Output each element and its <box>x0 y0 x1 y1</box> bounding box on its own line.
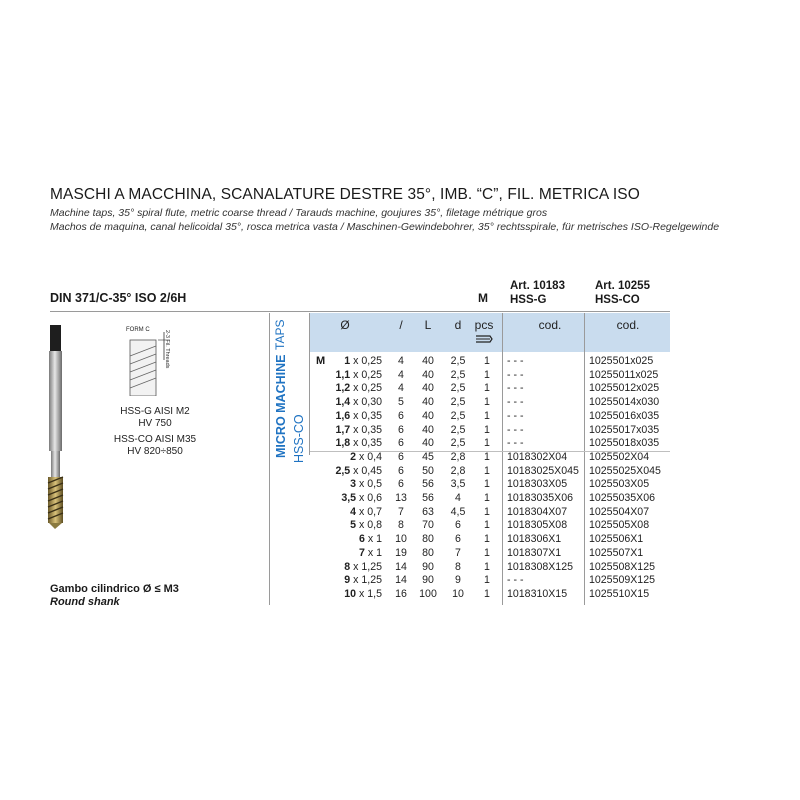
cell-d: 2,8 <box>450 464 466 477</box>
cell-size <box>310 437 382 451</box>
cell-slash: 13 <box>395 492 407 504</box>
cell-pcs: 1 <box>484 355 490 367</box>
table-row <box>310 437 670 451</box>
cell-pitch: x 0,35 <box>353 409 382 422</box>
art2-material: HSS-CO <box>595 294 640 306</box>
table-row <box>310 478 670 492</box>
cell-d: 4 <box>455 492 461 504</box>
cell-pcs: 1 <box>484 492 490 504</box>
shank-line-it: Gambo cilindrico Ø ≤ M3 <box>50 583 179 595</box>
cell-pcs: 1 <box>484 533 490 546</box>
cell-pcs: 1 <box>484 519 490 532</box>
hss-co-label: HSS-CO <box>292 414 306 463</box>
cell-a1: - - - <box>507 574 524 587</box>
table-row <box>310 410 670 424</box>
cell-slash: 6 <box>398 437 404 450</box>
cell-a1: - - - <box>507 423 524 436</box>
cell-diameter: 5 <box>350 519 357 532</box>
cell-diameter: 9 <box>344 574 351 587</box>
cell-l: 40 <box>422 396 434 409</box>
cell-a2: 10255014x030 <box>589 396 660 409</box>
drawing-separator <box>269 313 270 605</box>
cell-slash: 6 <box>398 450 404 463</box>
cell-pitch: x 1,25 <box>353 574 382 587</box>
col-pcs: pcs <box>474 318 494 332</box>
hss-g-spec: HSS-G AISI M2 <box>120 406 190 417</box>
threads-note: 2-3 Fil. Threads <box>164 330 170 369</box>
cell-pcs: 1 <box>484 546 490 559</box>
cell-a2: 10255016x035 <box>589 409 660 422</box>
cell-pitch: x 1,5 <box>359 587 382 600</box>
cell-d: 2,5 <box>450 409 466 422</box>
top-rule <box>50 311 670 312</box>
table-row <box>310 506 670 520</box>
cell-size <box>310 519 382 533</box>
cell-size <box>310 588 382 602</box>
cell-a1: 1018305X08 <box>507 519 568 532</box>
shank-note <box>50 583 179 608</box>
cell-d: 4,5 <box>450 505 466 518</box>
cell-d: 2,5 <box>450 423 466 436</box>
cell-pcs: 1 <box>484 560 490 573</box>
page-title: MASCHI A MACCHINA, SCANALATURE DESTRE 35°, IMB. “C”, FIL. METRICA ISO <box>50 186 640 203</box>
cell-a2: 10255012x025 <box>589 382 660 395</box>
hss-g-hardness: HV 750 <box>138 418 172 429</box>
cell-diameter: 3,5 <box>341 492 357 504</box>
cell-d: 2,5 <box>450 382 466 395</box>
cell-pcs: 1 <box>484 437 490 450</box>
cell-size <box>310 382 382 396</box>
cell-a1: 1018310X15 <box>507 587 568 600</box>
cell-l: 70 <box>422 519 434 532</box>
cell-a1: 1018303X05 <box>507 478 568 491</box>
col-dia: Ø <box>340 318 350 332</box>
table-row <box>310 547 670 561</box>
micro-machine-label: MICRO MACHINE <box>274 354 288 458</box>
cell-slash: 6 <box>398 423 404 436</box>
cell-pitch: x 0,35 <box>353 437 382 450</box>
art2-number: Art. 10255 <box>595 280 650 292</box>
standard-label: DIN 371/C-35° ISO 2/6H <box>50 291 187 305</box>
cell-slash: 6 <box>398 409 404 422</box>
cell-a2: 1025502X04 <box>589 450 650 463</box>
cell-a1: 1018307X1 <box>507 546 562 559</box>
cell-size <box>310 465 382 479</box>
table-row <box>310 533 670 547</box>
cell-slash: 6 <box>398 478 404 491</box>
cell-a2: 1025509X125 <box>589 574 655 587</box>
cell-pcs: 1 <box>484 368 490 381</box>
cell-diameter: 8 <box>344 560 351 573</box>
cell-size <box>310 561 382 575</box>
cell-size <box>310 547 382 561</box>
table-row <box>310 574 670 588</box>
cell-d: 2,8 <box>450 450 466 463</box>
cell-d: 6 <box>455 519 461 532</box>
cell-d: 7 <box>455 546 461 559</box>
cell-diameter: 1,8 <box>335 437 351 450</box>
cell-a2: 10255011x025 <box>589 368 659 381</box>
table-row <box>310 355 670 369</box>
hss-co-material <box>98 434 212 458</box>
cell-d: 3,5 <box>450 478 466 491</box>
cell-diameter: 6 <box>359 533 365 546</box>
cell-a2: 1025505X08 <box>589 519 650 532</box>
cell-pitch: x 0,25 <box>353 382 382 395</box>
cell-l: 56 <box>422 492 434 504</box>
cell-diameter: 1,7 <box>335 423 351 436</box>
cell-d: 6 <box>455 533 461 546</box>
form-c-diagram <box>118 326 188 396</box>
cell-pitch: x 0,25 <box>353 368 382 381</box>
cell-pitch: x 0,6 <box>359 492 382 504</box>
cell-pcs: 1 <box>484 505 490 518</box>
cell-size <box>310 369 382 383</box>
cell-size <box>310 396 382 410</box>
cell-l: 80 <box>422 533 434 546</box>
cell-pitch: x 0,4 <box>359 450 382 463</box>
cell-a1: - - - <box>507 382 524 395</box>
cell-l: 40 <box>422 437 434 450</box>
cell-a2: 10255025X045 <box>589 464 661 477</box>
cell-a2: 1025501x025 <box>589 355 654 367</box>
cell-diameter: 1,4 <box>335 396 351 409</box>
cell-slash: 14 <box>395 574 407 587</box>
cell-pcs: 1 <box>484 382 490 395</box>
cell-size <box>310 506 382 520</box>
cell-diameter: 2,5 <box>335 464 351 477</box>
cell-pcs: 1 <box>484 464 490 477</box>
cell-size <box>310 574 382 588</box>
table-row <box>310 588 670 602</box>
cell-d: 10 <box>452 587 464 600</box>
hss-g-material <box>100 406 210 430</box>
cell-l: 63 <box>422 505 434 518</box>
taps-label: TAPS <box>273 319 287 350</box>
cell-a1: - - - <box>507 368 524 381</box>
cell-l: 40 <box>422 409 434 422</box>
cell-diameter: 1,2 <box>335 382 351 395</box>
cell-pcs: 1 <box>484 587 490 600</box>
cell-a1: 1018302X04 <box>507 450 568 463</box>
subtitle-1: Machine taps, 35° spiral flute, metric coarse thread / Tarauds machine, goujures 35°, filetage métrique gros <box>50 207 548 219</box>
m-header: M <box>478 291 488 305</box>
cell-size <box>310 355 382 369</box>
cell-l: 90 <box>422 574 434 587</box>
cell-size <box>310 492 382 506</box>
cell-l: 50 <box>422 464 434 477</box>
cell-a1: 10183035X06 <box>507 492 573 504</box>
shank-line-en: Round shank <box>50 595 120 608</box>
table-row <box>310 465 670 479</box>
cell-diameter: 2 <box>350 450 357 463</box>
cell-l: 56 <box>422 478 434 491</box>
cell-size <box>310 410 382 424</box>
cell-slash: 16 <box>395 587 407 600</box>
col-d: d <box>454 318 462 332</box>
pack-icon <box>474 333 494 345</box>
table-row <box>310 561 670 575</box>
cell-pitch: x 0,7 <box>359 505 382 518</box>
cell-diameter: 1 <box>344 355 351 367</box>
cell-slash: 4 <box>398 382 404 395</box>
cell-a1: - - - <box>507 396 524 409</box>
cell-size <box>310 478 382 492</box>
cell-pcs: 1 <box>484 478 490 491</box>
cell-l: 40 <box>422 355 434 367</box>
cell-a1: 1018306X1 <box>507 533 562 546</box>
col-L: L <box>424 318 432 332</box>
cell-a2: 1025508X125 <box>589 560 655 573</box>
cell-pitch: x 0,45 <box>353 464 382 477</box>
cell-slash: 19 <box>395 546 407 559</box>
cell-a2: 1025504X07 <box>589 505 650 518</box>
cell-a1: 1018308X125 <box>507 560 573 573</box>
cell-diameter: 7 <box>359 546 365 559</box>
hss-co-hardness: HV 820÷850 <box>127 446 183 457</box>
cell-pcs: 1 <box>484 409 490 422</box>
cell-slash: 14 <box>395 560 407 573</box>
cell-l: 100 <box>419 587 437 600</box>
cell-a1: - - - <box>507 409 524 422</box>
col-cod-1: cod. <box>538 318 562 332</box>
cell-pitch: x 1 <box>367 533 382 546</box>
art1-number: Art. 10183 <box>510 280 565 292</box>
m-prefix: M <box>316 355 326 367</box>
cell-diameter: 10 <box>344 587 357 600</box>
cell-pitch: x 0,8 <box>359 519 382 532</box>
cell-l: 80 <box>422 546 434 559</box>
cell-a2: 10255017x035 <box>589 423 660 436</box>
table-row <box>310 492 670 506</box>
cell-d: 8 <box>455 560 461 573</box>
cell-slash: 7 <box>398 505 404 518</box>
cell-diameter: 4 <box>350 505 357 518</box>
cell-l: 90 <box>422 560 434 573</box>
cell-diameter: 1,6 <box>335 409 351 422</box>
cell-l: 40 <box>422 368 434 381</box>
cell-a2: 1025503X05 <box>589 478 650 491</box>
cell-pcs: 1 <box>484 450 490 463</box>
cell-size <box>310 451 382 465</box>
cell-a1: 1018304X07 <box>507 505 568 518</box>
col-slash: / <box>399 318 403 332</box>
col-cod-2: cod. <box>616 318 640 332</box>
cell-a2: 1025506X1 <box>589 533 644 546</box>
cell-diameter: 3 <box>350 478 357 491</box>
cell-d: 2,5 <box>450 355 466 367</box>
art-10255-header <box>595 279 650 307</box>
cell-d: 2,5 <box>450 437 466 450</box>
cell-d: 9 <box>455 574 461 587</box>
cell-pitch: x 0,30 <box>353 396 382 409</box>
cell-pcs: 1 <box>484 396 490 409</box>
cell-a1: - - - <box>507 437 524 450</box>
cell-a2: 1025510X15 <box>589 587 650 600</box>
cell-a1: 10183025X045 <box>507 464 579 477</box>
cell-size <box>310 424 382 438</box>
cell-slash: 8 <box>398 519 404 532</box>
table-row <box>310 519 670 533</box>
cell-diameter: 1,1 <box>335 368 351 381</box>
table-row <box>310 451 670 465</box>
cell-pitch: x 0,25 <box>353 355 382 367</box>
table-row <box>310 369 670 383</box>
tap-image <box>40 325 70 530</box>
table-row <box>310 382 670 396</box>
cell-a1: - - - <box>507 355 524 367</box>
cell-slash: 4 <box>398 368 404 381</box>
cell-l: 40 <box>422 382 434 395</box>
cell-l: 45 <box>422 450 434 463</box>
art1-material: HSS-G <box>510 294 547 306</box>
cell-a2: 1025507X1 <box>589 546 644 559</box>
cell-d: 2,5 <box>450 396 466 409</box>
cell-pitch: x 0,35 <box>353 423 382 436</box>
cell-slash: 5 <box>398 396 404 409</box>
cell-pitch: x 1,25 <box>353 560 382 573</box>
cell-pcs: 1 <box>484 423 490 436</box>
cell-a2: 10255035X06 <box>589 492 655 504</box>
art-10183-header <box>510 279 565 307</box>
cell-pcs: 1 <box>484 574 490 587</box>
table-row <box>310 396 670 410</box>
cell-size <box>310 533 382 547</box>
table-row <box>310 424 670 438</box>
cell-l: 40 <box>422 423 434 436</box>
subtitle-2: Machos de maquina, canal helicoidal 35°, rosca metrica vasta / Maschinen-Gewindebohrer, 35° rechtsspirale, für metrisches ISO-Regelgewinde <box>50 221 720 233</box>
cell-pitch: x 0,5 <box>359 478 382 491</box>
cell-slash: 10 <box>395 533 407 546</box>
cell-pitch: x 1 <box>367 546 382 559</box>
cell-a2: 10255018x035 <box>589 437 660 450</box>
cell-slash: 4 <box>398 355 404 367</box>
cell-slash: 6 <box>398 464 404 477</box>
form-c-label: FORM C <box>126 327 150 333</box>
cell-d: 2,5 <box>450 368 466 381</box>
hss-co-spec: HSS-CO AISI M35 <box>113 434 197 445</box>
